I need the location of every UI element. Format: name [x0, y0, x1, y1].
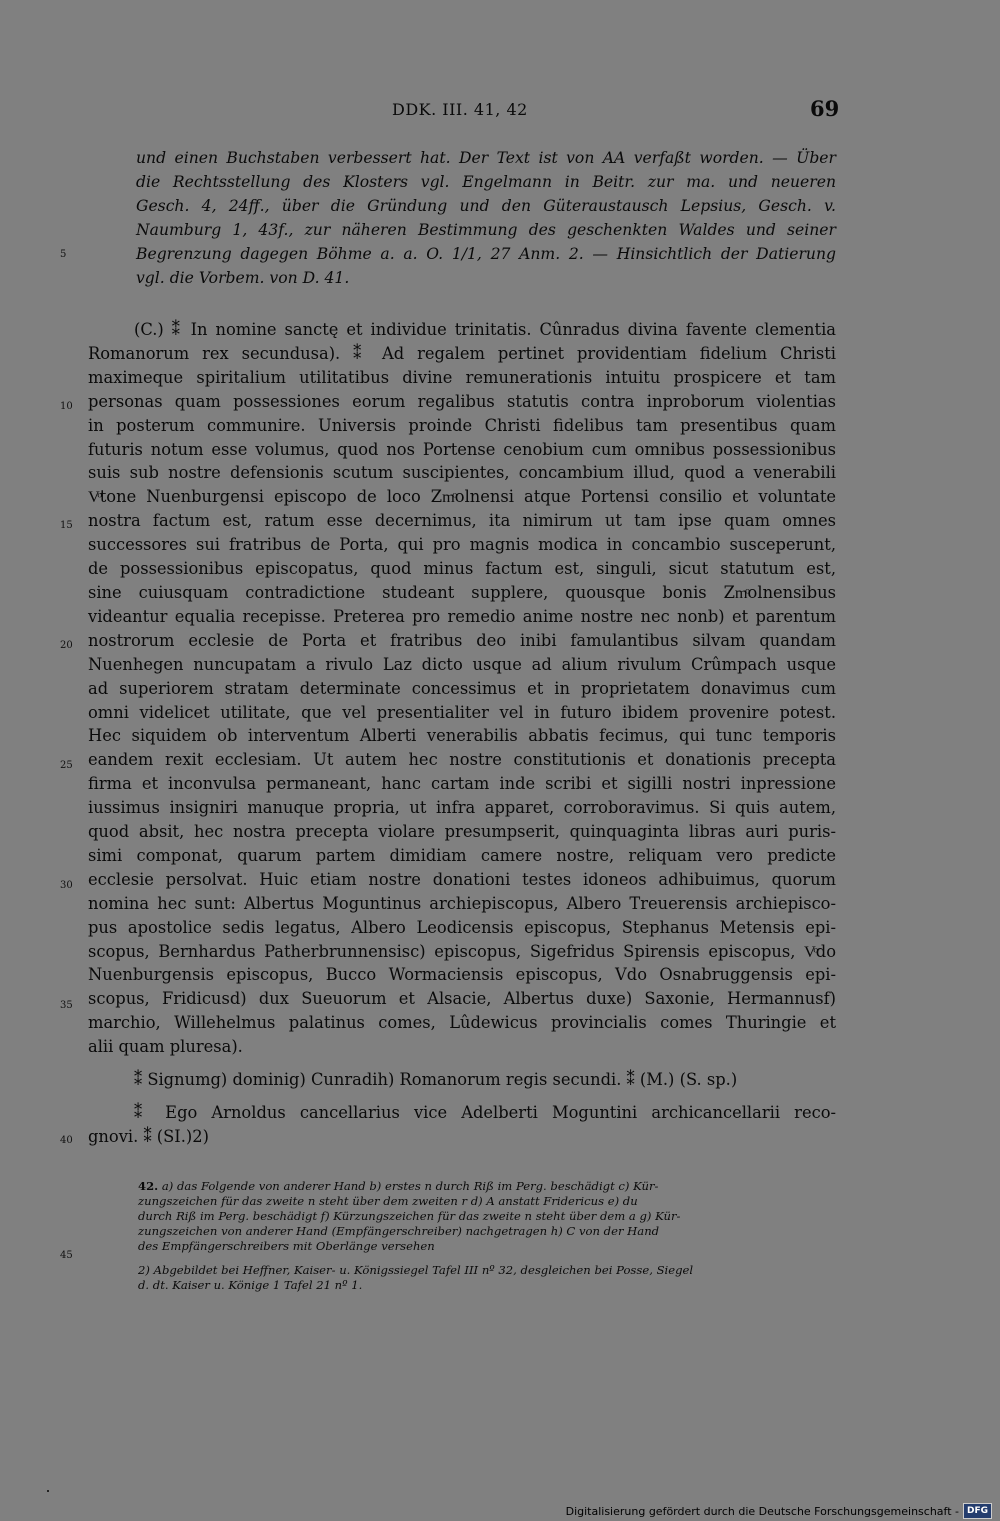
intro-line: vgl. die Vorbem. von D. 41. — [136, 269, 350, 287]
text-line: pus apostolice sedis legatus, Albero Leodicensis episcopus, Stephanus Metensis epi- — [88, 917, 836, 937]
recognition-line: gnovi. ⁑ (SI.)2) — [88, 1126, 209, 1146]
text-line: ad superiorem stratam determinate concessimus et in proprietatem donavimus cum — [88, 678, 836, 698]
text-line: nostra factum est, ratum esse decernimus, ita nimirum ut tam ipse quam omnes — [88, 511, 836, 531]
intro-line: Begrenzung dagegen Böhme a. a. O. 1/1, 27 Anm. 2. — Hinsichtlich der Datierung — [136, 245, 836, 263]
text-line: futuris notum esse volumus, quod nos Portense cenobium cum omnibus possessionibus — [88, 439, 836, 459]
text-line: sine cuiusquam contradictione studeant supplere, quousque bonis Zmͦolnensibus — [88, 582, 836, 602]
text-line: scopus, Fridicusd) dux Sueuorum et Alsacie, Albertus duxe) Saxonie, Hermannusf) — [88, 989, 836, 1009]
text-line: videantur equalia recepisse. Preterea pro remedio anime nostre nec nonb) et parentum — [88, 606, 836, 626]
footnote-line — [138, 1179, 836, 1194]
intro-line: und einen Buchstaben verbessert hat. Der Text ist von AA verfaßt worden. — Über — [136, 149, 836, 167]
line-number: 30 — [60, 880, 73, 891]
text-line: eandem rexit ecclesiam. Ut autem hec nostre constitutionis et donationis precepta — [88, 750, 836, 770]
text-line: Nuenhegen nuncupatam a rivulo Laz dicto usque ad alium rivulum Crûmpach usque — [88, 654, 836, 674]
text-line: maximeque spiritalium utilitatibus divine remunerationis intuitu prospicere et tam — [88, 367, 836, 387]
text-line: alii quam pluresa). — [88, 1037, 243, 1057]
signum-line: ⁑ Signumg) dominig) Cunradih) Romanorum regis secundi. ⁑ (M.) (S. sp.) — [134, 1070, 738, 1090]
text-line: Romanorum rex secundusa). ⁑ Ad regalem pertinet providentiam fidelium Christi — [88, 343, 836, 363]
footnote-line: des Empfängerschreibers mit Oberlänge versehen — [138, 1239, 435, 1253]
scan-speck — [47, 1490, 49, 1492]
line-number: 40 — [60, 1135, 73, 1146]
intro-paragraph — [136, 146, 836, 290]
text-line: suis sub nostre defensionis scutum suscipientes, concambium illud, quod a venerabili — [88, 463, 836, 483]
running-head: DDK. III. 41, 42 — [392, 100, 528, 119]
footnote-line: zungszeichen für das zweite n steht über dem zweiten r d) A anstatt Fridericus e) du — [138, 1194, 638, 1208]
text-line: simi componat, quarum partem dimidiam camere nostre, reliquam vero predicte — [88, 845, 836, 865]
footnotes — [138, 1179, 836, 1293]
line-number: 35 — [60, 1000, 73, 1011]
charter-text — [88, 318, 836, 1149]
text-line: in posterum communire. Universis proinde Christi fidelibus tam presentibus quam — [88, 415, 836, 435]
line-number: 10 — [60, 401, 73, 412]
footnote-line: durch Riß im Perg. beschädigt f) Kürzungszeichen für das zweite n steht über dem a g) Kür- — [138, 1209, 681, 1223]
text-line: iussimus insigniri manuque propria, ut infra apparet, corroboravimus. Si quis autem, — [88, 798, 836, 818]
text-line: nostrorum ecclesie de Porta et fratribus deo inibi famulantibus silvam quandam — [88, 630, 836, 650]
footnote-text: a) das Folgende von anderer Hand b) erstes n durch Riß im Perg. beschädigt c) Kür- — [161, 1179, 659, 1193]
intro-line: Gesch. 4, 24ff., über die Gründung und den Güteraustausch Lepsius, Gesch. v. — [136, 197, 836, 215]
text-line: firma et inconvulsa permaneant, hanc cartam inde scribi et sigilli nostri inpressione — [88, 774, 836, 794]
text-line: personas quam possessiones eorum regalibus statutis contra inproborum violentias — [88, 391, 836, 411]
text-line: ecclesie persolvat. Huic etiam nostre donationi testes idoneos adhibuimus, quorum — [88, 869, 836, 889]
recognition-line: ⁑ Ego Arnoldus cancellarius vice Adelberti Moguntini archicancellarii reco- — [134, 1103, 836, 1122]
text-line: de possessionibus episcopatus, quod minus factum est, singuli, sicut statutum est, — [88, 559, 836, 579]
text-line: successores sui fratribus de Porta, qui pro magnis modica in concambio susceperunt, — [88, 535, 836, 555]
credit-text: Digitalisierung gefördert durch die Deutsche Forschungsgemeinschaft - — [565, 1504, 959, 1518]
line-number: 45 — [60, 1250, 73, 1261]
text-line: (C.) ⁑ In nomine sanctę et individue trinitatis. Cûnradus divina favente clementia — [134, 320, 836, 339]
line-number: 15 — [60, 520, 73, 531]
footnote-line: zungszeichen von anderer Hand (Empfängerschreiber) nachgetragen h) C von der Hand — [138, 1224, 660, 1238]
funding-credit — [566, 1503, 992, 1519]
text-line: Hec siquidem ob interventum Alberti venerabilis abbatis fecimus, qui tunc temporis — [88, 726, 836, 746]
text-line: quod absit, hec nostra precepta violare presumpserit, quinquaginta libras auri puris- — [88, 822, 836, 842]
page-number: 69 — [810, 96, 840, 121]
dfg-logo: DFG — [963, 1503, 992, 1519]
line-number: 25 — [60, 760, 73, 771]
text-line: nomina hec sunt: Albertus Moguntinus archiepiscopus, Albero Treuerensis archiepisco- — [88, 893, 836, 913]
text-line: marchio, Willehelmus palatinus comes, Lûdewicus provincialis comes Thuringie et — [88, 1013, 836, 1033]
text-line: omni videlicet utilitate, que vel presentialiter vel in futuro ibidem provenire potest. — [88, 702, 836, 722]
line-number: 5 — [60, 249, 67, 260]
text-line: Nuenburgensis episcopus, Bucco Wormaciensis episcopus, Vdo Osnabruggensis epi- — [88, 965, 836, 985]
text-line: Vͦtone Nuenburgensi episcopo de loco Zmͦolnensi atque Portensi consilio et voluntate — [88, 487, 836, 507]
intro-line: die Rechtsstellung des Klosters vgl. Engelmann in Beitr. zur ma. und neueren — [136, 173, 836, 191]
line-number: 20 — [60, 640, 73, 651]
document-number: 42. — [138, 1179, 159, 1193]
intro-line: Naumburg 1, 43f., zur näheren Bestimmung des geschenkten Waldes und seiner — [136, 221, 836, 239]
footnote-2-line: d. dt. Kaiser u. Könige 1 Tafel 21 nº 1. — [138, 1278, 363, 1292]
text-line: scopus, Bernhardus Patherbrunnensisc) episcopus, Sigefridus Spirensis episcopus, Vͦdo — [88, 941, 836, 961]
footnote-2-line: 2) Abgebildet bei Heffner, Kaiser- u. Königssiegel Tafel III nº 32, desgleichen bei Posse, Siegel — [138, 1263, 694, 1277]
